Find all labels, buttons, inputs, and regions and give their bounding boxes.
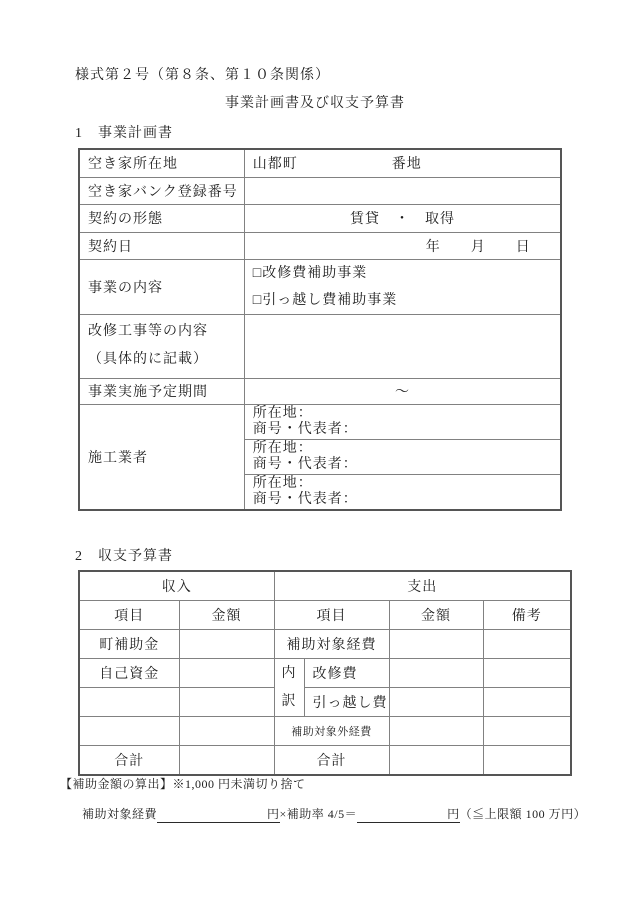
breakdown-renovation-label: 改修費 (304, 659, 389, 688)
expense-total-label: 合計 (274, 746, 389, 776)
bank-registration-label: 空き家バンク登録番号 (79, 177, 244, 204)
income-amount-col-header: 金額 (179, 601, 274, 630)
business-content-options (244, 259, 561, 314)
breakdown-moving-amount-empty (389, 688, 483, 717)
breakdown-label (274, 659, 304, 717)
excluded-expense-amount-empty (389, 717, 483, 746)
row-contract-date (79, 232, 561, 259)
expense-item-col-header: 項目 (274, 601, 389, 630)
budget-row-moving (79, 688, 571, 717)
row-business-content (79, 259, 561, 314)
formula-blank-2 (357, 805, 460, 823)
row-contract-type (79, 204, 561, 232)
income-total-amount-empty (179, 746, 274, 776)
income-item-empty (79, 688, 179, 717)
contract-type-label: 契約の形態 (79, 204, 244, 232)
breakdown-renovation-remarks-empty (483, 659, 571, 688)
contractor-name-label: 商号・代表者： (252, 457, 358, 472)
project-period-value: ～ (244, 378, 561, 404)
subsidy-calculation-note: 【補助金額の算出】※1,000 円未満切り捨て (60, 777, 306, 791)
contractor-entry-1 (244, 404, 561, 439)
row-bank-registration-number (79, 177, 561, 204)
breakdown-renovation-amount-empty (389, 659, 483, 688)
subsidized-expense-label: 補助対象経費 (274, 630, 389, 659)
breakdown-char-bottom: 訳 (281, 693, 297, 709)
renovation-subsidy-checkbox-option: □改修費補助事業 (252, 265, 368, 281)
contractor-name-label: 商号・代表者： (252, 492, 358, 507)
budget-group-header-row (79, 571, 571, 601)
breakdown-moving-remarks-empty (483, 688, 571, 717)
contractor-name-label: 商号・代表者： (252, 422, 358, 437)
income-amount-empty (179, 717, 274, 746)
formula-middle: ×補助率 4/5＝ (279, 807, 358, 821)
contractor-address-label: 所在地： (252, 440, 313, 456)
expense-header: 支出 (274, 571, 571, 601)
formula-unit-2: 円 (447, 807, 460, 821)
row-vacant-house-location (79, 149, 561, 177)
formula-blank-1 (157, 805, 280, 823)
budget-column-header-row (79, 601, 571, 630)
breakdown-moving-label: 引っ越し費 (304, 688, 389, 717)
town-name: 山都町 (252, 157, 298, 173)
contract-date-value: 年 月 日 (244, 232, 561, 259)
contractor-entry-3 (244, 474, 561, 510)
self-funds-amount-empty (179, 659, 274, 688)
formula-suffix: （≦上限額 100 万円） (459, 807, 587, 821)
remarks-col-header: 備考 (483, 601, 571, 630)
income-item-col-header: 項目 (79, 601, 179, 630)
document-title: 事業計画書及び収支予算書 (225, 96, 405, 111)
income-item-empty (79, 717, 179, 746)
expense-total-amount-empty (389, 746, 483, 776)
renovation-detail-label-line2: （具体的に記載） (88, 351, 208, 367)
fill-in-blank (357, 806, 447, 818)
contractor-entry-2 (244, 439, 561, 474)
contractor-address-label: 所在地： (252, 475, 313, 491)
subsidy-calculation-formula (82, 805, 586, 823)
expense-total-remarks-empty (483, 746, 571, 776)
banchi-label: 番地 (391, 157, 422, 173)
income-amount-empty (179, 688, 274, 717)
fill-in-blank (157, 806, 267, 818)
formula-prefix: 補助対象経費 (82, 807, 158, 821)
expense-amount-col-header: 金額 (389, 601, 483, 630)
row-renovation-detail (79, 314, 561, 378)
business-plan-table (78, 148, 562, 511)
vacant-house-location-value (244, 149, 561, 177)
budget-table (78, 570, 572, 776)
project-period-label: 事業実施予定期間 (79, 378, 244, 404)
excluded-expense-label: 補助対象外経費 (274, 717, 389, 746)
section1-heading: 1 事業計画書 (75, 126, 173, 141)
renovation-detail-label-line1: 改修工事等の内容 (88, 323, 208, 339)
budget-row-self-funds (79, 659, 571, 688)
contract-type-value: 賃貸 ・ 取得 (244, 204, 561, 232)
row-project-period (79, 378, 561, 404)
town-subsidy-amount-empty (179, 630, 274, 659)
bank-registration-value-empty (244, 177, 561, 204)
town-subsidy-label: 町補助金 (79, 630, 179, 659)
renovation-detail-value-empty (244, 314, 561, 378)
contractor-address-label: 所在地： (252, 405, 313, 421)
contractor-label: 施工業者 (79, 404, 244, 510)
income-header: 収入 (79, 571, 274, 601)
section2-heading: 2 収支予算書 (75, 549, 173, 564)
form-number-line: 様式第２号（第８条、第１０条関係） (75, 68, 330, 83)
contract-date-label: 契約日 (79, 232, 244, 259)
subsidized-expense-amount-empty (389, 630, 483, 659)
excluded-expense-remarks-empty (483, 717, 571, 746)
business-content-label: 事業の内容 (79, 259, 244, 314)
budget-row-town-subsidy (79, 630, 571, 659)
self-funds-label: 自己資金 (79, 659, 179, 688)
subsidized-expense-remarks-empty (483, 630, 571, 659)
budget-row-excluded-expense (79, 717, 571, 746)
budget-row-total (79, 746, 571, 776)
renovation-detail-label (79, 314, 244, 378)
breakdown-char-top: 内 (281, 665, 297, 681)
income-total-label: 合計 (79, 746, 179, 776)
formula-unit-1: 円 (267, 807, 280, 821)
vacant-house-location-label: 空き家所在地 (79, 149, 244, 177)
moving-subsidy-checkbox-option: □引っ越し費補助事業 (252, 292, 398, 308)
row-contractor-1 (79, 404, 561, 439)
